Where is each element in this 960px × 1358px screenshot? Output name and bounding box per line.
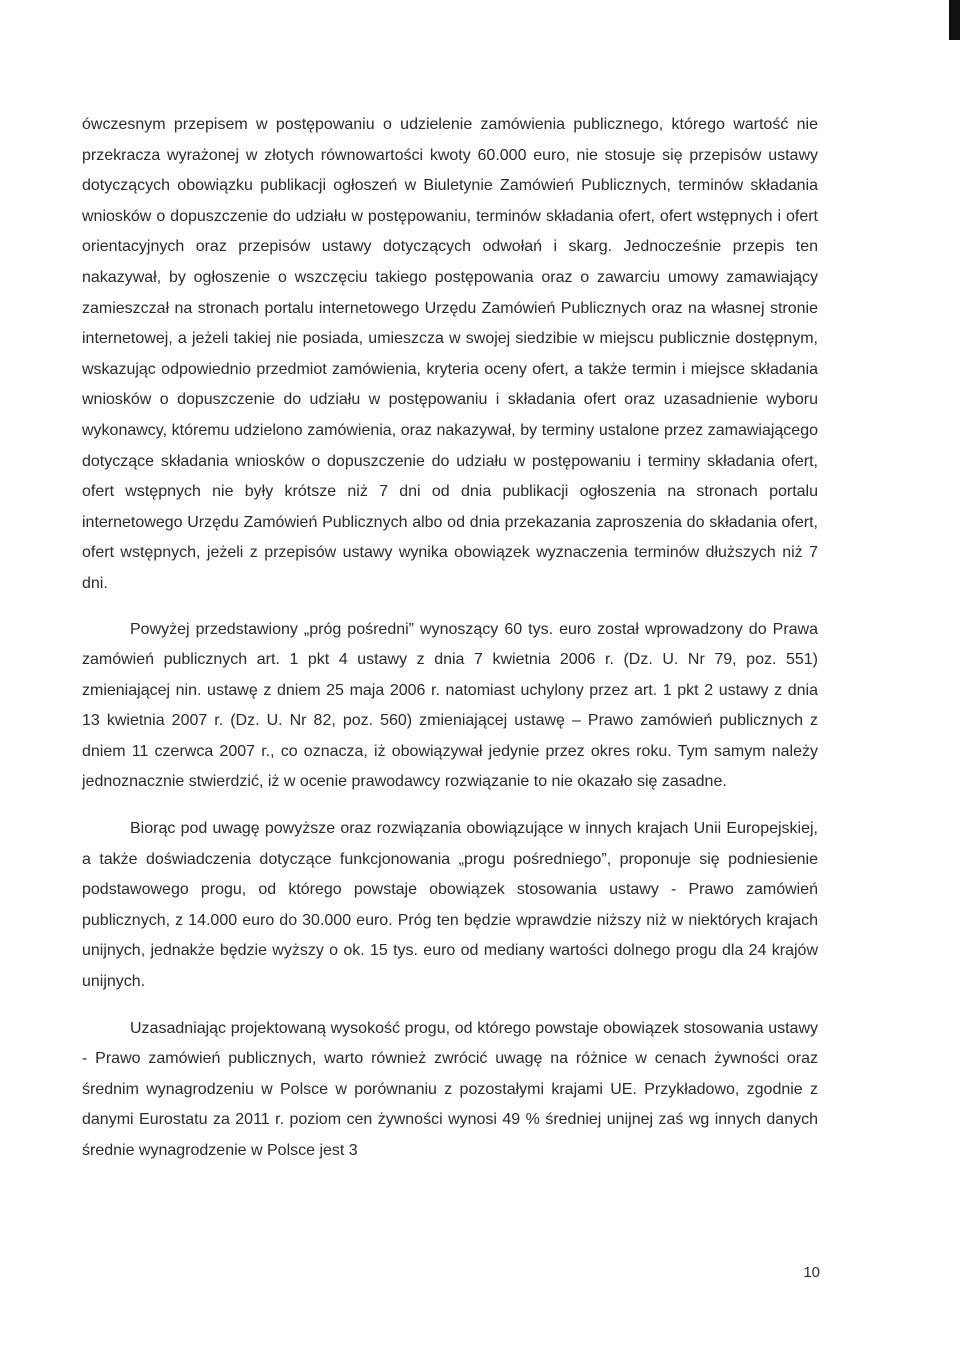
- page-number: 10: [803, 1264, 820, 1281]
- paragraph-spacer: [82, 798, 818, 814]
- paragraph-continued: ówczesnym przepisem w postępowaniu o udzielenie zamówienia publicznego, którego wartość nie przekracza wyrażonej w złotych równowartości kwoty 60.000 euro, nie stosuje się przepisów ustawy dotyczących obowiązku publikacji ogłoszeń w Biuletynie Zamówień Publicznych, terminów składania wniosków o dopuszczenie do udziału w postępowaniu, terminów składania ofert, ofert wstępnych i ofert orientacyjnych oraz przepisów ustawy dotyczących odwołań i skarg. Jednocześnie przepis ten nakazywał, by ogłoszenie o wszczęciu takiego postępowania oraz o zawarciu umowy zamawiający zamieszczał na stronach portalu internetowego Urzędu Zamówień Publicznych oraz na własnej stronie internetowej, a jeżeli takiej nie posiada, umieszcza w swojej siedzibie w miejscu publicznie dostępnym, wskazując odpowiednio przedmiot zamówienia, kryteria oceny ofert, a także termin i miejsce składania wniosków o dopuszczenie do udziału w postępowaniu i składania ofert oraz uzasadnienie wyboru wykonawcy, któremu udzielono zamówienia, oraz nakazywał, by terminy ustalone przez zamawiającego dotyczące składania wniosków o dopuszczenie do udziału w postępowaniu i terminy składania ofert, ofert wstępnych nie były krótsze niż 7 dni od dnia publikacji ogłoszenia na stronach portalu internetowego Urzędu Zamówień Publicznych albo od dnia przekazania zaproszenia do składania ofert, ofert wstępnych, jeżeli z przepisów ustawy wynika obowiązek wyznaczenia terminów dłuższych niż 7 dni.: [82, 116, 818, 592]
- page-body: [82, 110, 818, 1167]
- scan-edge-mark: [949, 0, 960, 40]
- paragraph-spacer: [82, 600, 818, 615]
- paragraph-spacer: [82, 998, 818, 1014]
- paragraph: Powyżej przedstawiony „próg pośredni” wynoszący 60 tys. euro został wprowadzony do Prawa zamówień publicznych art. 1 pkt 4 ustawy z dnia 7 kwietnia 2006 r. (Dz. U. Nr 79, poz. 551) zmieniającej nin. ustawę z dniem 25 maja 2006 r. natomiast uchylony przez art. 1 pkt 2 ustawy z dnia 13 kwietnia 2007 r. (Dz. U. Nr 82, poz. 560) zmieniającej ustawę – Prawo zamówień publicznych z dniem 11 czerwca 2007 r., co oznacza, iż obowiązywał jedynie przez okres roku. Tym samym należy jednoznacznie stwierdzić, iż w ocenie prawodawcy rozwiązanie to nie okazało się zasadne.: [82, 620, 818, 791]
- paragraph: Uzasadniając projektowaną wysokość progu, od którego powstaje obowiązek stosowania ustawy - Prawo zamówień publicznych, warto również zwrócić uwagę na różnice w cenach żywności oraz średnim wynagrodzeniu w Polsce w porównaniu z pozostałymi krajami UE. Przykładowo, zgodnie z danymi Eurostatu za 2011 r. poziom cen żywności wynosi 49 % średniej unijnej zaś wg innych danych średnie wynagrodzenie w Polsce jest 3: [82, 1019, 818, 1159]
- paragraph: Biorąc pod uwagę powyższe oraz rozwiązania obowiązujące w innych krajach Unii Europejskiej, a także doświadczenia dotyczące funkcjonowania „progu pośredniego”, proponuje się podniesienie podstawowego progu, od którego powstaje obowiązek stosowania ustawy - Prawo zamówień publicznych, z 14.000 euro do 30.000 euro. Próg ten będzie wprawdzie niższy niż w niektórych krajach unijnych, jednakże będzie wyższy o ok. 15 tys. euro od mediany wartości dolnego progu dla 24 krajów unijnych.: [82, 820, 818, 991]
